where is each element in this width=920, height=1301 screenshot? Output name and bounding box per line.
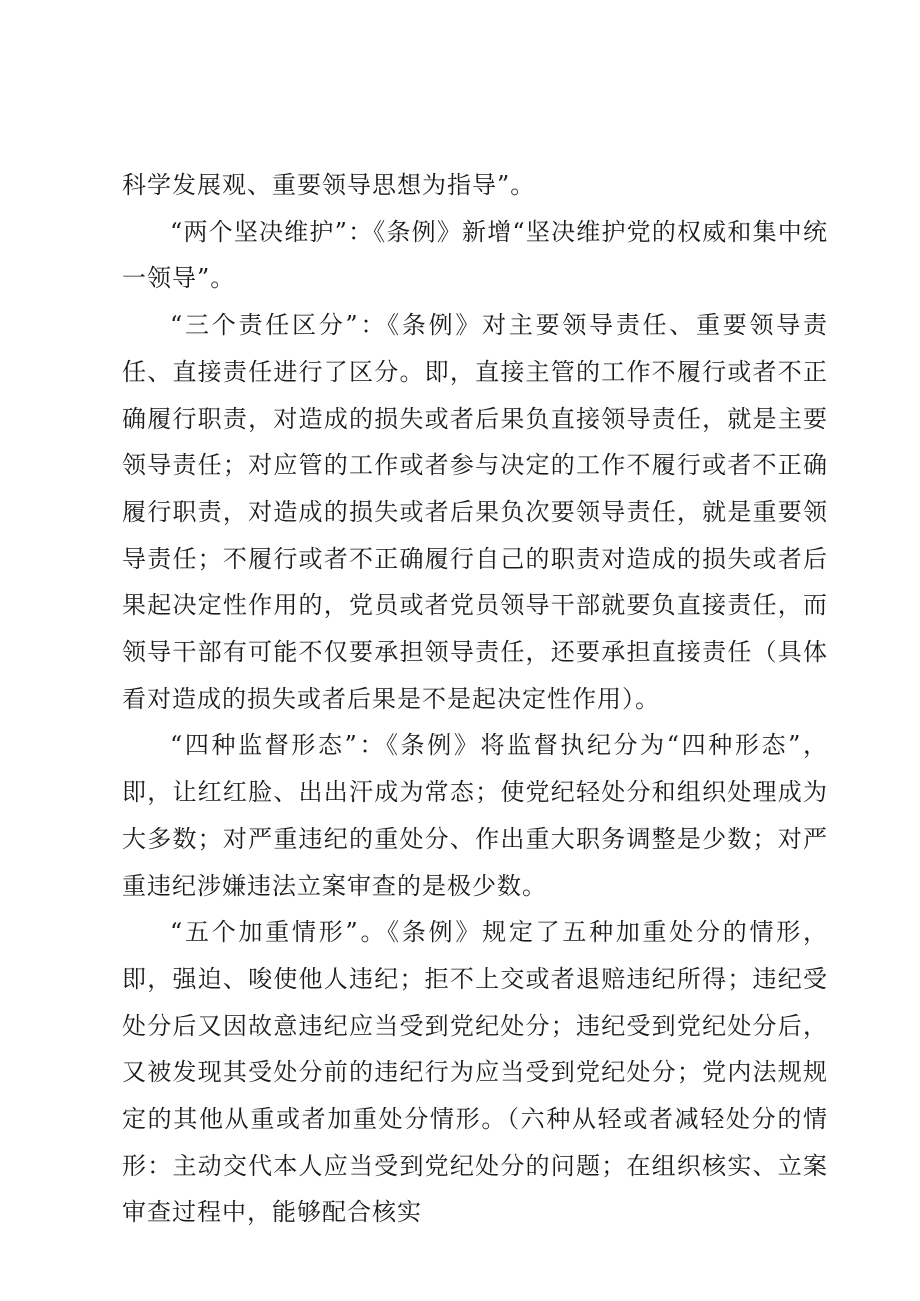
paragraph-continuation: 科学发展观、重要领导思想为指导”。 [122, 171, 536, 199]
paragraph-five-aggravating-circumstances: “五个加重情形”。《条例》规定了五种加重处分的情形，即，强迫、唆使他人违纪；拒不上交或者退赔违纪所得；违纪受处分后又因故意违纪应当受到党纪处分；违纪受到党纪处分后，又被发现其受处分前的违纪行为应当受到党纪处分；党内法规规定的其他从重或者加重处分情形。（六种从轻或者减轻处分的情形：主动交代本人应当受到党纪处分的问题；在组织核实、立案审查过程中，能够配合核实 [122, 918, 828, 1227]
paragraph-three-responsibility-distinctions: “三个责任区分”：《条例》对主要领导责任、重要领导责任、直接责任进行了区分。即，直接主管的工作不履行或者不正确履行职责，对造成的损失或者后果负直接领导责任，就是主要领导责任；对应管的工作或者参与决定的工作不履行或者不正确履行职责，对造成的损失或者后果负次要领导责任，就是重要领导责任；不履行或者不正确履行自己的职责对造成的损失或者后果起决定性作用的，党员或者党员领导干部就要负直接责任，而领导干部有可能不仅要承担领导责任，还要承担直接责任（具体看对造成的损失或者后果是不是起决定性作用）。 [122, 311, 828, 713]
document-body [122, 162, 828, 1236]
paragraph-two-resolute-safeguards: “两个坚决维护”：《条例》新增“坚决维护党的权威和集中统一领导”。 [122, 217, 828, 293]
paragraph-four-supervision-forms: “四种监督形态”：《条例》将监督执纪分为“四种形态”，即，让红红脸、出出汗成为常态；使党纪轻处分和组织处理成为大多数；对严重违纪的重处分、作出重大职务调整是少数；对严重违纪涉嫌违法立案审查的是极少数。 [122, 731, 828, 900]
